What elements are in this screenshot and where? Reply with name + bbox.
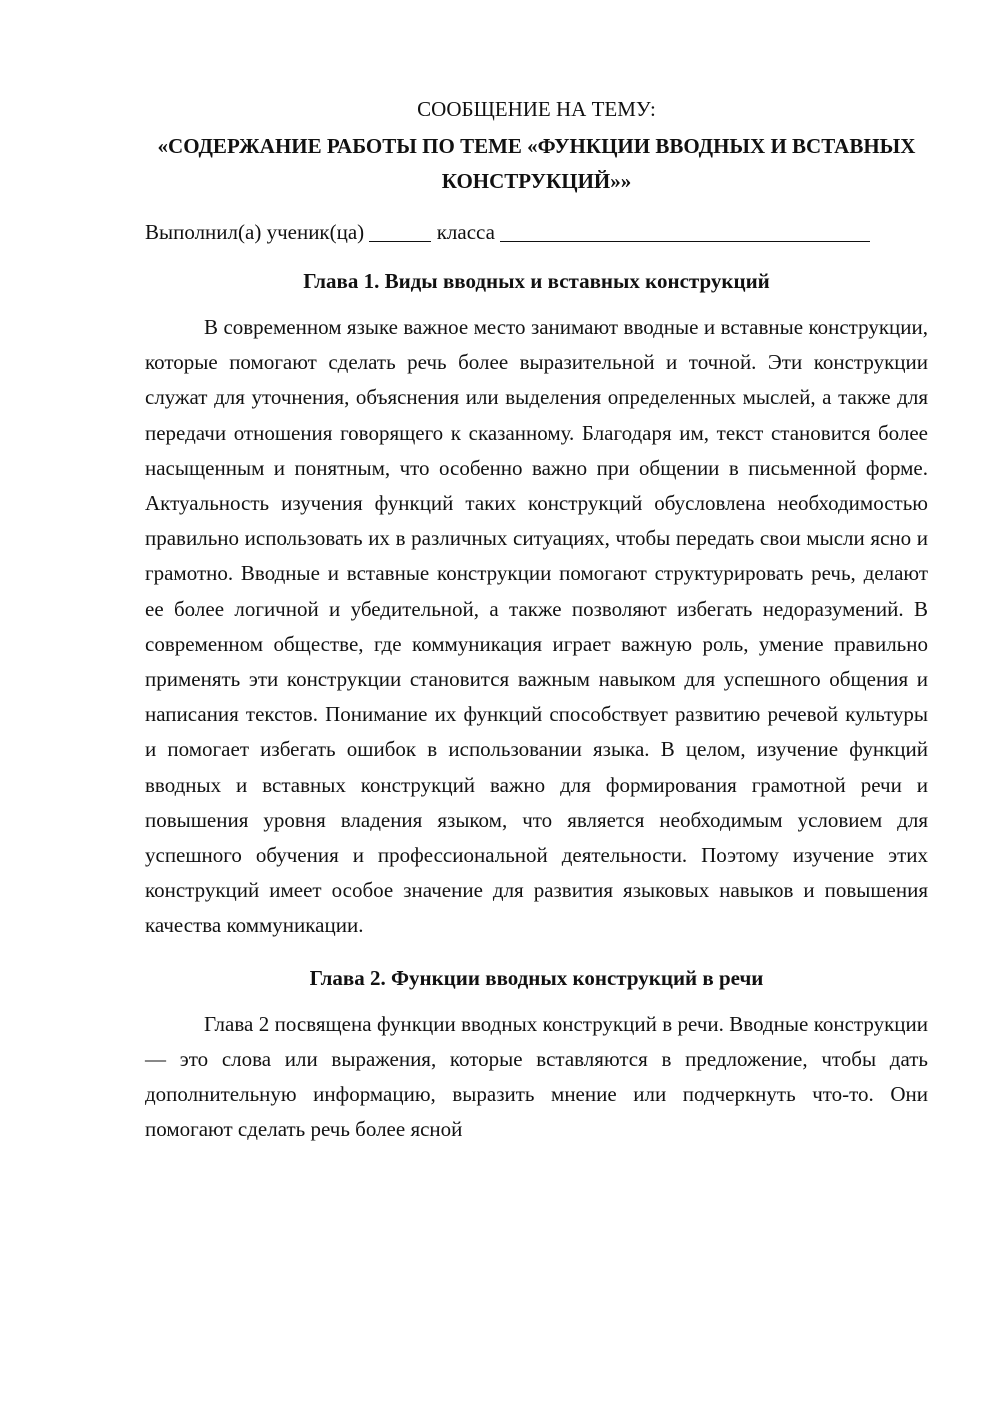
chapter-2-heading: Глава 2. Функции вводных конструкций в речи: [309, 965, 764, 990]
class-label: класса: [436, 220, 495, 244]
chapter-2-paragraph: Глава 2 посвящена функции вводных конструкций в речи. Вводные конструкции — это слова или выражения, которые вставляются в предложение, чтобы дать дополнительную информацию, выразить мнение или подчеркнуть что-то. Они помогают сделать речь более ясной: [145, 1011, 928, 1142]
document-title: «СОДЕРЖАНИЕ РАБОТЫ ПО ТЕМЕ «ФУНКЦИИ ВВОДНЫХ И ВСТАВНЫХ КОНСТРУКЦИЙ»»: [157, 134, 916, 193]
document-page: [145, 92, 928, 1164]
signature-line: [145, 215, 928, 249]
student-name-blank: [500, 221, 870, 242]
performer-label: Выполнил(а) ученик(ца): [145, 220, 365, 244]
chapter-1-paragraph: В современном языке важное место занимают вводные и вставные конструкции, которые помогают сделать речь более выразительной и точной. Эти конструкции служат для уточнения, объяснения или выделения определенных мыслей, а также для передачи отношения говорящего к сказанному. Благодаря им, текст становится более насыщенным и понятным, что особенно важно при общении в письменной форме. Актуальность изучения функций таких конструкций обусловлена необходимостью правильно использовать их в различных ситуациях, чтобы передать свои мысли ясно и грамотно. Вводные и вставные конструкции помогают структурировать речь, делают ее более логичной и убедительной, а также позволяют избегать недоразумений. В современном обществе, где коммуникация играет важную роль, умение правильно применять эти конструкции становится важным навыком для успешного общения и написания текстов. Понимание их функций способствует развитию речевой культуры и помогает избегать ошибок в использовании языка. В целом, изучение функций вводных и вставных конструкций важно для формирования грамотной речи и повышения уровня владения языком, что является необходимым условием для успешного обучения и профессиональной деятельности. Поэтому изучение этих конструкций имеет особое значение для развития языковых навыков и повышения качества коммуникации.: [145, 315, 928, 938]
document-subject: СООБЩЕНИЕ НА ТЕМУ:: [417, 97, 656, 121]
chapter-1-heading: Глава 1. Виды вводных и вставных конструкций: [303, 269, 770, 293]
class-number-blank: [369, 221, 431, 242]
